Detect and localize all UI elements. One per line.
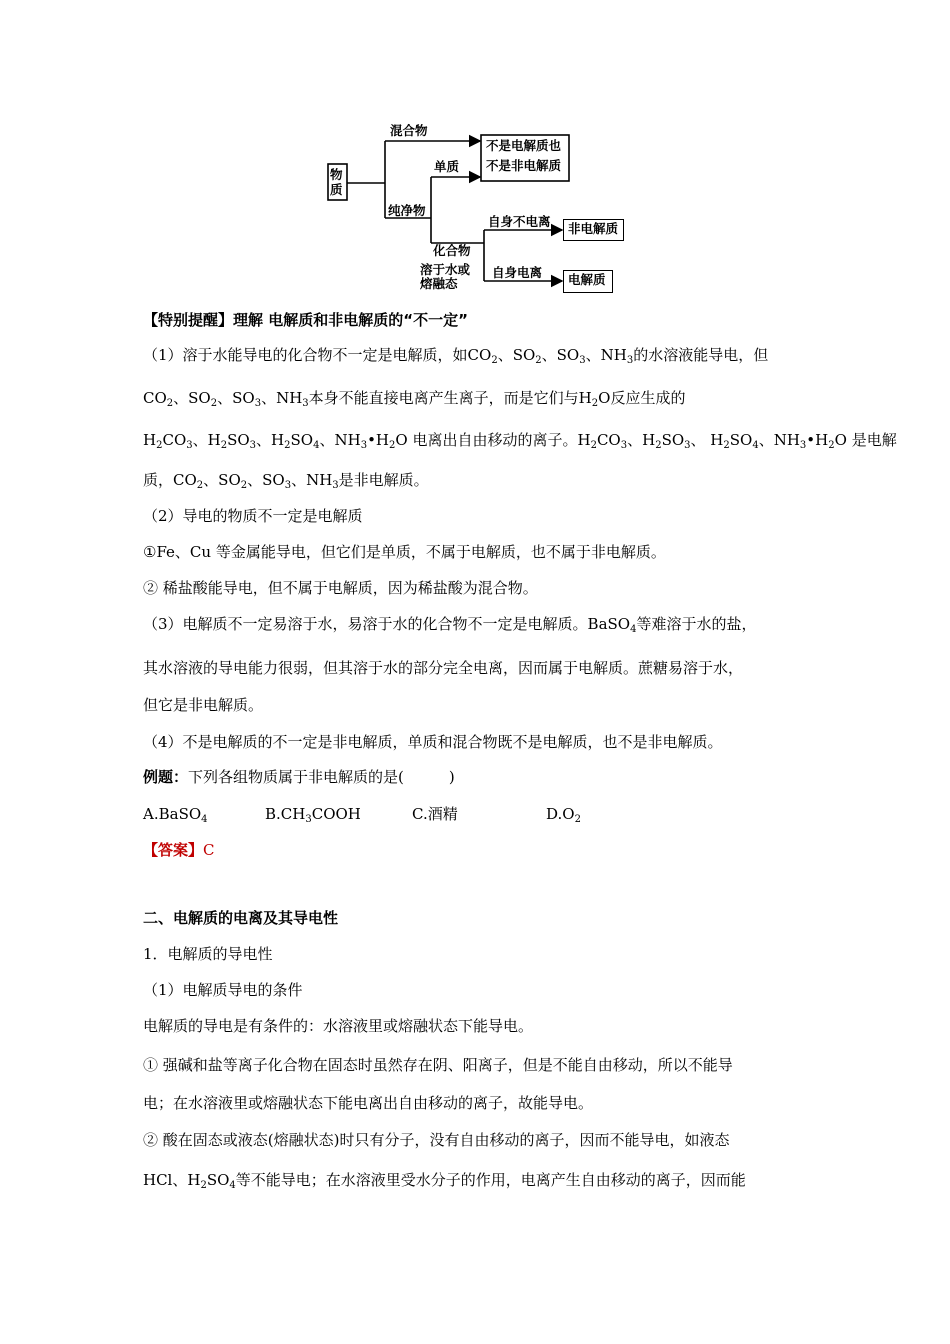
reminder-paragraph-1-line-1: （1）溶于水能导电的化合物不一定是电解质，如$CO_2$、$SO_2$、$SO_3$、$NH_3$的水溶液能导电，但 bbox=[143, 346, 769, 366]
option-b: $B.CH_3COOH$ bbox=[265, 805, 361, 825]
example-label: 例题： bbox=[143, 768, 189, 786]
diagram-neither-label-2: 不是非电解质 bbox=[486, 158, 562, 173]
diagram-condition-label-1: 溶于水或 bbox=[420, 262, 471, 277]
diagram-root-label: 物质 bbox=[330, 167, 343, 197]
section-2-paragraph-3-line-1: ② 酸在固态或液态(熔融状态)时只有分子，没有自由移动的离子，因而不能导电，如液态 bbox=[143, 1131, 730, 1149]
diagram-element-label: 单质 bbox=[434, 159, 460, 174]
reminder-paragraph-1-line-2: $CO_2$、$SO_2$、$SO_3$、$NH_3$本身不能直接电离产生离子，而是它们与$H_2O$反应生成的 bbox=[143, 389, 686, 409]
answer-label: 【答案】 bbox=[143, 841, 204, 859]
option-d: $D.O_2$ bbox=[546, 805, 581, 825]
reminder-paragraph-3-line-1: （3）电解质不一定易溶于水，易溶于水的化合物不一定是电解质。BaSO$_4$等难溶于水的盐， bbox=[143, 615, 757, 635]
section-2-paragraph-1: 电解质的导电是有条件的：水溶液里或熔融状态下能导电。 bbox=[143, 1017, 534, 1035]
diagram-nonelectrolyte-label: 非电解质 bbox=[568, 221, 619, 236]
example-options bbox=[143, 804, 581, 824]
reminder-title: 【特别提醒】理解 电解质和非电解质的“不一定” bbox=[143, 311, 468, 329]
section-2-heading: 二、电解质的电离及其导电性 bbox=[143, 909, 339, 927]
diagram-ionize-label: 自身电离 bbox=[492, 265, 543, 280]
reminder-paragraph-1-line-4: 质，$CO_2$、$SO_2$、$SO_3$、$NH_3$是非电解质。 bbox=[143, 471, 429, 491]
reminder-paragraph-3-line-2: 其水溶液的导电能力很弱，但其溶于水的部分完全电离，因而属于电解质。蔗糖易溶于水， bbox=[143, 659, 744, 677]
reminder-paragraph-3-line-3: 但它是非电解质。 bbox=[143, 696, 264, 714]
diagram-electrolyte-label: 电解质 bbox=[568, 272, 606, 287]
answer-line bbox=[143, 840, 215, 860]
option-c: C.酒精 bbox=[412, 805, 458, 823]
diagram-electrolyte-box bbox=[563, 270, 613, 293]
diagram-pure-label: 纯净物 bbox=[388, 203, 426, 218]
section-2-paragraph-2-line-2: 电；在水溶液里或熔融状态下能电离出自由移动的离子，故能导电。 bbox=[143, 1094, 594, 1112]
diagram-nonelectrolyte-box bbox=[563, 219, 624, 241]
reminder-paragraph-4: （4）不是电解质的不一定是非电解质，单质和混合物既不是电解质，也不是非电解质。 bbox=[143, 733, 723, 751]
section-2-paragraph-2-line-1: ① 强碱和盐等离子化合物在固态时虽然存在阴、阳离子，但是不能自由移动，所以不能导 bbox=[143, 1056, 733, 1074]
option-a: A.BaSO$_4$ bbox=[143, 805, 208, 825]
example-question: 例题：下列各组物质属于非电解质的是( ) bbox=[143, 768, 455, 786]
section-2-paragraph-3-line-2: HCl、$H_2SO_4$等不能导电；在水溶液里受水分子的作用，电离产生自由移动的离子，因而能 bbox=[143, 1171, 746, 1191]
section-2-sub-1-1: （1）电解质导电的条件 bbox=[143, 981, 303, 999]
diagram-compound-label: 化合物 bbox=[433, 243, 471, 258]
diagram-no-ionize-label: 自身不电离 bbox=[488, 214, 551, 229]
reminder-paragraph-2-title: （2）导电的物质不一定是电解质 bbox=[143, 507, 363, 525]
diagram-neither-label-1: 不是电解质也 bbox=[486, 138, 562, 153]
reminder-paragraph-2-b: ② 稀盐酸能导电，但不属于电解质，因为稀盐酸为混合物。 bbox=[143, 579, 538, 597]
section-2-sub-1: 1．电解质的导电性 bbox=[143, 945, 273, 963]
diagram-mixture-label: 混合物 bbox=[390, 123, 428, 138]
substance-classification-diagram bbox=[322, 122, 622, 297]
answer-value: C bbox=[203, 841, 215, 859]
reminder-paragraph-1-line-3: $H_2CO_3$、$H_2SO_3$、$H_2SO_4$、$NH_3•H_2O$ 电离出自由移动的离子。$H_2CO_3$、$H_2SO_3$、 $H_2SO_4$、$NH_3•H_2O$ 是电解 bbox=[143, 431, 897, 451]
diagram-condition-label-2: 熔融态 bbox=[420, 276, 458, 291]
reminder-paragraph-2-a: ①Fe、Cu 等金属能导电，但它们是单质，不属于电解质，也不属于非电解质。 bbox=[143, 543, 666, 561]
